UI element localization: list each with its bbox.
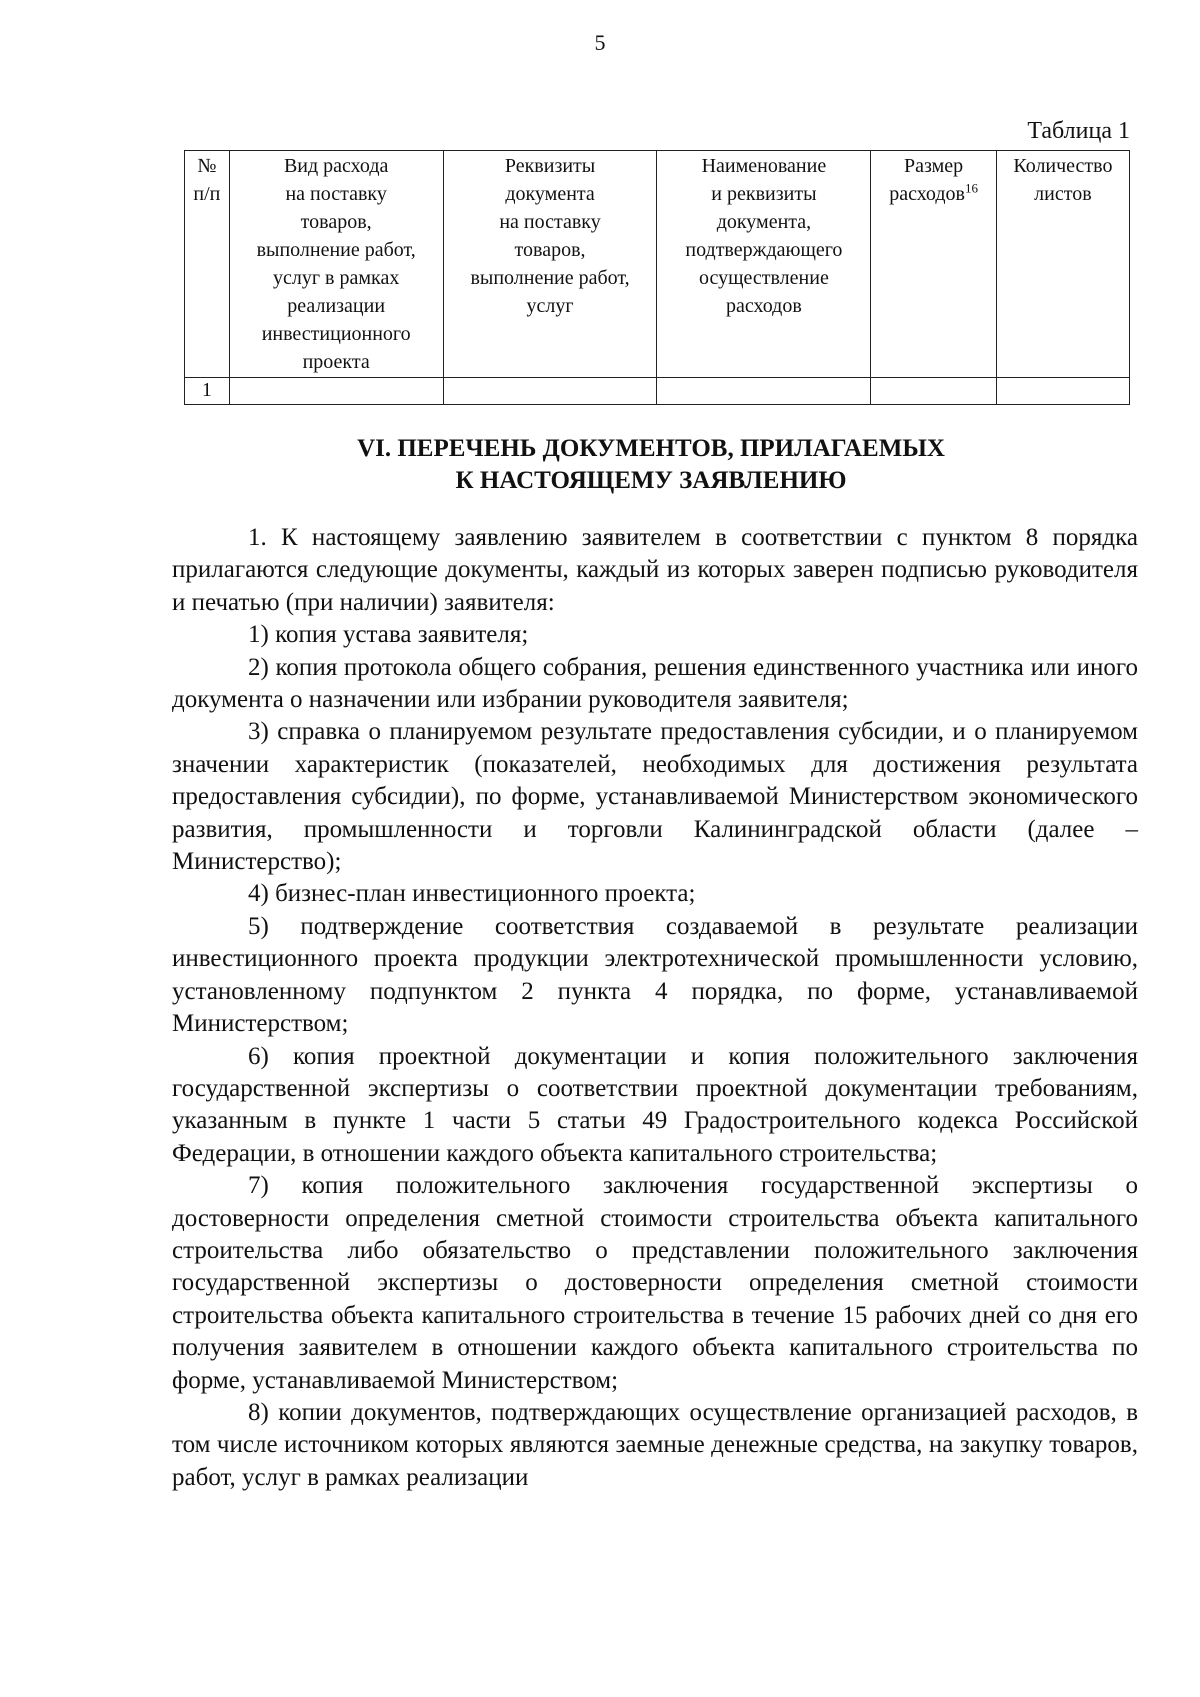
table-caption: Таблица 1	[1027, 118, 1130, 144]
table-cell	[871, 378, 996, 405]
list-item-6: 6) копия проектной документации и копия положительного заключения государственной экспертизы о соответствии проектной документации требованиям, указанным в пункте 1 части 5 статьи 49 Градостроительного кодекса Российской Федерации, в отношении каждого объекта капитального строительства;	[172, 1042, 1138, 1167]
header-number: № п/п	[185, 151, 230, 378]
page-number: 5	[594, 30, 606, 55]
list-item-2: 2) копия протокола общего собрания, решения единственного участника или иного документа о назначении или избрании руководителя заявителя;	[172, 653, 1138, 714]
table-header-row	[185, 151, 1130, 378]
header-confirming-document: Наименование и реквизиты документа, подтверждающего осуществление расходов	[657, 151, 871, 378]
table-cell	[996, 378, 1129, 405]
list-item-5: 5) подтверждение соответствия создаваемой в результате реализации инвестиционного проекта продукции электротехнической промышленности условию, установленному подпунктом 2 пункта 4 порядка, по форме, устанавливаемой Министерством;	[172, 912, 1138, 1038]
document-body	[172, 522, 1138, 1494]
list-item-3: 3) справка о планируемом результате предоставления субсидии, и о планируемом значении характеристик (показателей, необходимых для достижения результата предоставления субсидии), по форме, устанавливаемой Министерством экономического развития, промышленности и торговли Калининградской области (далее – Министерство);	[172, 718, 1138, 876]
table-cell	[229, 378, 443, 405]
table-cell	[657, 378, 871, 405]
table-cell	[443, 378, 657, 405]
list-item-7: 7) копия положительного заключения государственной экспертизы о достоверности определения сметной стоимости строительства объекта капитального строительства либо обязательство о представлении положительного заключения государственной экспертизы о достоверности определения сметной стоимости строительства объекта капитального строительства в течение 15 рабочих дней со дня его получения заявителем в отношении каждого объекта капитального строительства по форме, устанавливаемой Министерством;	[172, 1172, 1138, 1394]
header-sheet-count: Количество листов	[996, 151, 1129, 378]
section-title-line-1: VI. ПЕРЕЧЕНЬ ДОКУМЕНТОВ, ПРИЛАГАЕМЫХ	[357, 435, 945, 462]
row-number-cell: 1	[185, 378, 230, 405]
footnote-marker: 16	[964, 180, 978, 196]
header-expense-size	[871, 151, 996, 378]
section-title	[172, 433, 1130, 497]
header-document-details: Реквизиты документа на поставку товаров, выполнение работ, услуг	[443, 151, 657, 378]
table-row	[185, 378, 1130, 405]
header-expense-type: Вид расхода на поставку товаров, выполнение работ, услуг в рамках реализации инвестиционного проекта	[229, 151, 443, 378]
list-item-4: 4) бизнес-план инвестиционного проекта;	[248, 880, 696, 908]
paragraph-1: 1. К настоящему заявлению заявителем в соответствии с пунктом 8 порядка прилагаются следующие документы, каждый из которых заверен подписью руководителя и печатью (при наличии) заявителя:	[172, 524, 1138, 616]
list-item-1: 1) копия устава заявителя;	[248, 621, 529, 649]
section-title-line-2: К НАСТОЯЩЕМУ ЗАЯВЛЕНИЮ	[455, 467, 847, 494]
header-expense-size-label: Размер расходов	[889, 155, 965, 205]
list-item-8: 8) копии документов, подтверждающих осуществление организацией расходов, в том числе источником которых являются заемные денежные средства, на закупку товаров, работ, услуг в рамках реализации	[172, 1398, 1138, 1491]
expenses-table	[184, 150, 1130, 405]
